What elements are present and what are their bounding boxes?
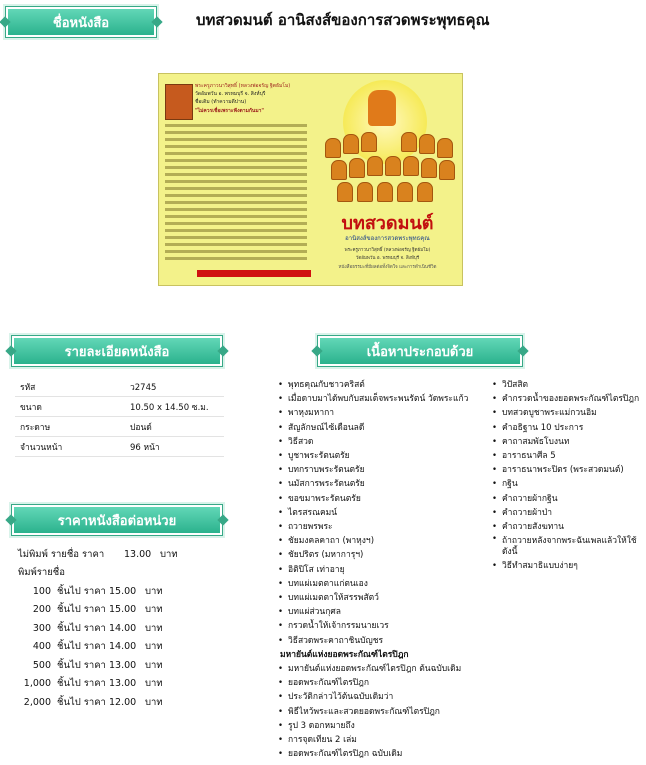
tier-unit: ชิ้นไป ราคา [57,696,106,708]
price-tier-row [18,619,178,638]
book-name-badge [6,7,156,37]
detail-label: ขนาด [15,397,125,417]
list-item: • บทสวดบูชาพระแม่กวนอิม [492,406,642,420]
book-name-badge-label: ชื่อหนังสือ [52,15,110,31]
list-item: • พุทธคุณกับชาวคริสต์ [278,378,488,392]
price-row-no-print [18,545,178,564]
list-item: • วิธีทำสมาธิแบบง่ายๆ [492,559,642,573]
list-item: • ขอขมาพระรัตนตรัย [278,492,488,506]
price-row-with-names-heading [18,564,178,583]
table-row [15,417,224,437]
detail-label: กระดาษ [15,417,125,437]
price-list [18,545,178,712]
table-row [15,397,224,417]
price-tier-row [18,675,178,694]
list-item: • คำกรวดน้ำของยอดพระกัณฑ์ไตรปิฎก [492,392,642,406]
tier-unit: ชิ้นไป ราคา [57,585,106,597]
detail-value: ปอนด์ [125,417,224,437]
list-item: • พิธีไหว้พระและสวดยอดพระกัณฑ์ไตรปิฎก [278,705,488,719]
monk-portrait-photo [165,84,193,120]
list-item: • คำอธิฐาน 10 ประการ [492,421,642,435]
price-per-unit-badge-label: ราคาหนังสือต่อหน่วย [57,513,177,529]
price-currency: บาท [145,622,163,634]
tier-qty: 100 [32,585,51,597]
book-cover-image [158,73,463,286]
contents-list-column-1 [278,378,488,761]
list-item: • อาราธนาพระปิตร (พระสวดมนต์) [492,463,642,477]
book-details-badge [12,336,222,366]
list-item: • ถ้าถวายหลังจากพระฉันเพลแล้วให้ใช้ดังนี้ [492,534,642,559]
with-names-label: พิมพ์รายชื่อ [18,567,65,579]
price-tier-row [18,582,178,601]
list-item: • กรวดน้ำให้เจ้ากรรมนายเวร [278,619,488,633]
list-item: • ไตรสรณคมน์ [278,506,488,520]
price-amount: 12.00 [109,696,137,708]
list-item: • ชัยปริตร (มหาการุฯ) [278,548,488,562]
list-subheading: มหายันต์แห่งยอดพระกัณฑ์ไตรปิฎก [280,649,409,660]
list-item: • วิปัสสิต [492,378,642,392]
table-row [15,377,224,397]
tier-qty: 200 [32,604,51,616]
list-item: • คำถวายผ้ากฐิน [492,492,642,506]
tier-qty: 300 [32,622,51,634]
list-item: • ถวายพรพระ [278,520,488,534]
cover-front-panel [313,74,462,285]
list-item: • ประวัติกล่าวไว้ต้นฉบับเดิมว่า [278,690,488,704]
list-item: • คาถาสมพัธโบงนท [492,435,642,449]
cover-red-banner [197,270,311,277]
list-item: • กฐิน [492,477,642,491]
contents-list-column-2 [492,378,642,573]
list-item: • คำถวายสังฆทาน [492,520,642,534]
contents-badge-label: เนื้อหาประกอบด้วย [366,344,474,360]
price-tier-row [18,601,178,620]
book-title: บทสวดมนต์ อานิสงส์ของการสวดพระพุทธคุณ [196,11,490,29]
list-item: • บทแผ่ส่วนกุศล [278,605,488,619]
list-item: • ยอดพระกัณฑ์ไตรปิฎก [278,676,488,690]
contents-badge [318,336,522,366]
tier-qty: 2,000 [23,696,51,708]
table-row [15,437,224,457]
cover-header-line: ชื่อเดิม (ทำความดีปาน) [195,99,247,105]
tier-qty: 1,000 [23,678,51,690]
detail-value: 96 หน้า [125,437,224,457]
cover-tagline: หนังสือธรรมะที่มีผลต่อทั้งจิตใจ และการดำเนินชีวิต [338,265,437,270]
price-tier-row [18,638,178,657]
tier-unit: ชิ้นไป ราคา [57,659,106,671]
no-print-label: ไม่พิมพ์ รายชื่อ ราคา [18,548,105,560]
list-item: • บทแผ่เมตตาให้สรรพสัตว์ [278,591,488,605]
cover-title: บทสวดมนต์ [341,213,434,234]
book-details-badge-label: รายละเอียดหนังสือ [64,344,170,360]
list-item: • บูชาพระรัตนตรัย [278,449,488,463]
list-item: • คำถวายผ้าป่า [492,506,642,520]
list-item: • ยอดพระกัณฑ์ไตรปิฎก ฉบับเดิม [278,747,488,761]
list-item: • รูป 3 ดอกหมายถึง [278,719,488,733]
price-currency: บาท [145,604,163,616]
detail-label: จำนวนหน้า [15,437,125,457]
list-item: • ชัยมงคลคาถา (พาหุงฯ) [278,534,488,548]
list-item: • บทแผ่เมตตาแก่ตนเอง [278,577,488,591]
price-amount: 15.00 [109,604,137,616]
cover-header-line: วัดอัมพวัน อ. พรหมบุรี จ. สิงห์บุรี [195,91,266,97]
tier-unit: ชิ้นไป ราคา [57,678,106,690]
detail-label: รหัส [15,377,125,397]
cover-body-text-lines [165,124,307,264]
cover-header-line: "ไม่ควรเชื่อเพราะฟังตามกันมา" [195,108,265,114]
price-tier-row [18,656,178,675]
list-item: • อิติปิโส เท่าอายุ [278,563,488,577]
book-details-table [15,377,224,457]
list-item: • นมัสการพระรัตนตรัย [278,477,488,491]
tier-unit: ชิ้นไป ราคา [57,622,106,634]
price-currency: บาท [145,678,163,690]
price-per-unit-badge [12,505,222,535]
monks-group-illustration [321,132,455,204]
detail-value: 10.50 x 14.50 ซ.ม. [125,397,224,417]
cover-header-line: พระครูภาวนาวิสุทธิ์ (หลวงพ่อจรัญ ฐิตธัมโม) [195,83,291,89]
cover-author-line: พระครูภาวนาวิสุทธิ์ (หลวงพ่อจรัญ ฐิตธัมโม) [344,248,431,253]
list-item: • อาราธนาศีล 5 [492,449,642,463]
price-currency: บาท [145,585,163,597]
price-amount: 15.00 [109,585,137,597]
tier-unit: ชิ้นไป ราคา [57,604,106,616]
price-tier-row [18,693,178,712]
tier-qty: 500 [32,659,51,671]
price-currency: บาท [145,641,163,653]
price-currency: บาท [145,659,163,671]
list-item: • พาหุงมหากา [278,406,488,420]
price-amount: 13.00 [109,659,137,671]
cover-back-panel [163,80,309,280]
price-amount: 13.00 [124,548,152,560]
price-currency: บาท [160,548,178,560]
list-item: • สัญลักษณ์ไซ้เดือนลดี [278,421,488,435]
list-item: • การจุดเทียน 2 เล่ม [278,733,488,747]
list-item: • บทกราบพระรัตนตรัย [278,463,488,477]
list-item: • เมื่อดาบมาได้พบกับสมเด็จพระพนรัตน์ วัดพระแก้ว [278,392,488,406]
tier-qty: 400 [32,641,51,653]
price-amount: 13.00 [109,678,137,690]
detail-value: ว2745 [125,377,224,397]
price-amount: 14.00 [109,641,137,653]
cover-subtitle: อานิสงส์ของการสวดพระพุทธคุณ [345,235,430,242]
list-item: • มหายันต์แห่งยอดพระกัณฑ์ไตรปิฎก ต้นฉบับเดิม [278,662,488,676]
buddha-figure [368,90,396,126]
cover-temple-line: วัดอัมพวัน อ. พรหมบุรี จ. สิงห์บุรี [355,256,420,261]
list-item: • วิธีสวด [278,435,488,449]
price-currency: บาท [145,696,163,708]
price-amount: 14.00 [109,622,137,634]
list-item: • วิธีสวดพระคาถาชินบัญชร [278,634,488,648]
tier-unit: ชิ้นไป ราคา [57,641,106,653]
